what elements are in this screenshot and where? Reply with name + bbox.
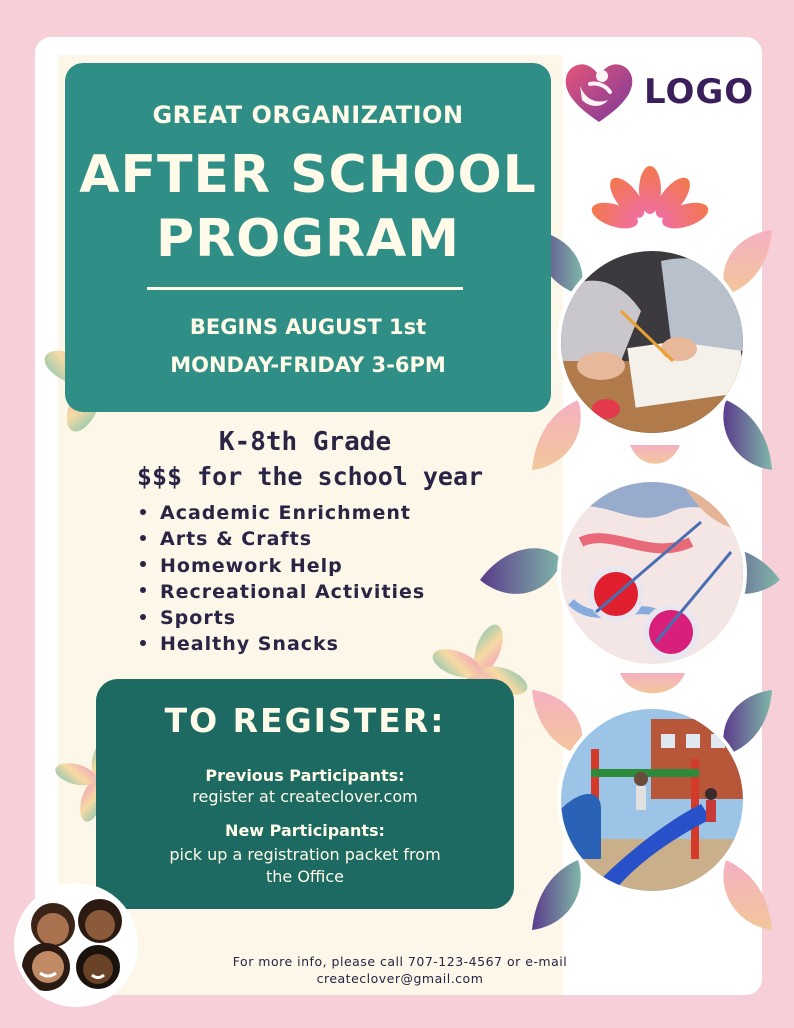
new-participants-text-2: the Office [265,867,345,886]
previous-participants-label: Previous Participants: [205,766,405,785]
heart-hands-icon [562,60,636,126]
bullet-icon [140,614,146,620]
contact-line-2: createclover@gmail.com [316,971,484,986]
bullet-icon [140,640,146,646]
activity-list [140,500,425,658]
weekly-schedule: MONDAY-FRIDAY 3-6PM [170,353,446,377]
bullet-icon [140,561,146,567]
cost-line: $$$ for the school year [136,462,484,491]
title-line-2: PROGRAM [155,209,461,269]
page-title [65,143,551,271]
bullet-icon [140,587,146,593]
list-item: Arts & Crafts [140,526,425,552]
bullet-icon [140,535,146,541]
previous-participants-text: register at createclover.com [192,787,418,806]
list-item: Recreational Activities [140,579,425,605]
schedule-info [65,308,551,384]
list-item: Sports [140,605,425,631]
homework-photo [557,247,747,437]
list-item: Healthy Snacks [140,631,425,657]
list-item: Homework Help [140,553,425,579]
hero-panel [65,63,551,412]
register-heading: TO REGISTER: [164,701,446,740]
grade-range: K-8th Grade [218,427,392,457]
new-participants-label: New Participants: [225,821,385,840]
bullet-icon [140,509,146,515]
new-participants-text-1: pick up a registration packet from [169,845,441,864]
begins-date: BEGINS AUGUST 1st [189,315,427,339]
contact-footer [160,953,640,987]
organization-name: GREAT ORGANIZATION [152,101,464,129]
playground-photo [557,705,747,895]
contact-line-1: For more info, please call 707-123-4567 or e-mail [232,954,568,969]
register-panel [96,679,514,909]
divider [147,287,463,290]
logo-text: LOGO [644,72,755,112]
title-line-1: AFTER SCHOOL [79,145,537,205]
painting-photo [557,478,747,668]
list-item: Academic Enrichment [140,500,425,526]
kids-photo [14,883,138,1007]
